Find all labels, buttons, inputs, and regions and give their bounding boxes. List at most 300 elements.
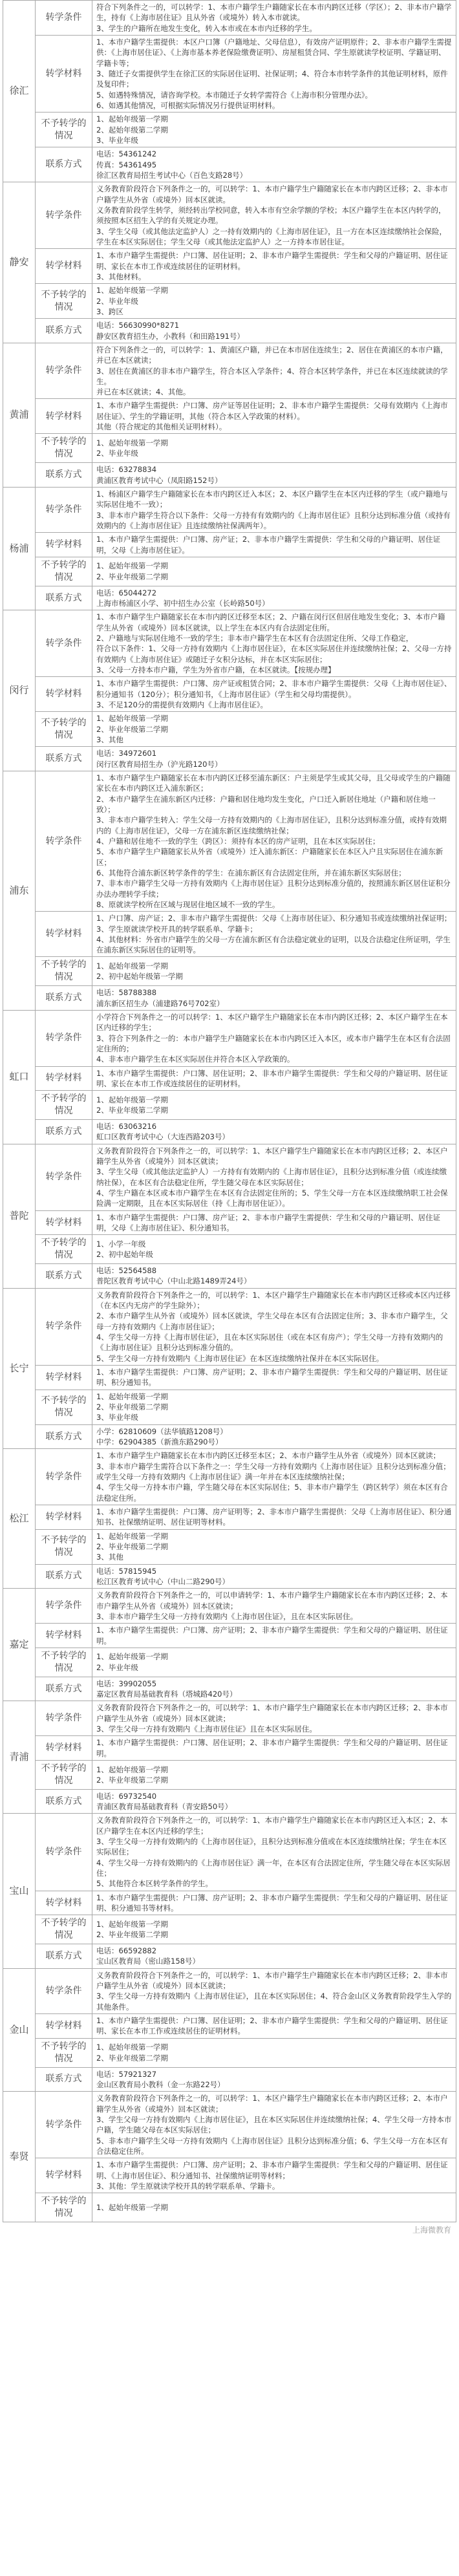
category-content — [92, 1789, 456, 1814]
category-content — [92, 1814, 456, 1891]
category-label: 转学材料 — [36, 1066, 92, 1091]
category-content — [92, 1677, 456, 1701]
content-line: 传真：54361495 — [96, 160, 157, 169]
content-line: 闵行区教育局招生办（沪光路120号） — [96, 759, 222, 769]
category-label: 联系方式 — [36, 1264, 92, 1289]
category-content — [92, 2014, 456, 2039]
category-label: 转学材料 — [36, 1505, 92, 1529]
district-name: 杨浦 — [3, 487, 36, 610]
content-line: 义务教育阶段符合下列条件之一的，可以转学：1、本市户籍学生户籍随家长在本市内跨区迁移；2、非本市户籍学生从外省（或境外）回本区就读。 — [96, 184, 448, 204]
content-line: 浦东新区招生办（浦建路76号702室） — [96, 998, 224, 1008]
content-line: 3、学生的户籍所在地发生变化，转入本市或在本市内迁移的学生。 — [96, 23, 317, 33]
table-row — [3, 1891, 456, 1915]
content-line: 电话：54361242 — [96, 149, 157, 159]
district-name: 松江 — [3, 1449, 36, 1589]
content-line: 嘉定区教育局基础教育科（塔城路420号） — [96, 1690, 237, 1699]
content-line: 3、学生原就读学校开具的转学联系单、学籍卡； — [96, 924, 257, 934]
category-label: 转学条件 — [36, 1814, 92, 1891]
table-row — [3, 399, 456, 434]
category-content — [92, 1210, 456, 1235]
category-label: 不予转学的情况 — [36, 1648, 92, 1677]
table-body — [3, 1, 456, 2222]
content-line: 1、本市户籍学生需提供：户口簿、房产证明；2、非本市户籍学生需提供：学生和父母的户籍证明、居住证明、积分通知书等材料。 — [96, 1893, 448, 1913]
content-line: 电话：65044272 — [96, 588, 157, 597]
content-line: 上海市杨浦区小学、初中招生办公室（长岭路50号） — [96, 598, 270, 608]
content-line: 1、本市户籍学生需提供：户口簿、居住证明；2、非本市户籍学生需提供：学生和父母的户籍证明、居住证明、家长在本市工作或连续居住的证明材料。 — [96, 1068, 448, 1088]
table-row — [3, 2038, 456, 2067]
category-label: 转学条件 — [36, 487, 92, 532]
table-row — [3, 610, 456, 677]
content-line: 1、起始年级第一学期 — [96, 714, 168, 724]
table-row — [3, 912, 456, 957]
content-line: 1、本市户籍学生需提供：户口簿、房产证；2、非本市户籍学生需提供：学生和父母的户籍证明、居住证明，父母《上海市居住证》。 — [96, 535, 441, 555]
content-line: 义务教育阶段符合下列条件之一的，可以申请转学：1、本市户籍学生户籍随家长在本市内跨区迁移；2、本市户籍学生从外省（或境外）回本区就读； — [96, 1591, 448, 1611]
category-label: 转学材料 — [36, 1624, 92, 1648]
category-label: 转学材料 — [36, 1366, 92, 1390]
table-row — [3, 1589, 456, 1624]
table-row — [3, 747, 456, 771]
content-line: 1、本市户籍学生户籍随家长在本市内跨区迁移至本区；2、户籍在闵行区但居住地发生变化；3、本市户籍学生从外省（或境外）回本区就读，以上学生在本区内有合法固定住所。 — [96, 612, 445, 632]
table-row — [3, 1366, 456, 1390]
content-line: 电话：63063216 — [96, 1122, 157, 1131]
content-line: 2、毕业年级第二学期 — [96, 1106, 168, 1115]
category-label: 不予转学的情况 — [36, 1915, 92, 1944]
content-line: 义务教育阶段符合下列条件之一的，可以转学：1、本区户籍学生户籍随家长在本市内跨区迁移；2、本市户籍学生从外省（或境外）回本区就读； — [96, 2094, 448, 2114]
category-content — [92, 1091, 456, 1120]
category-content — [92, 1529, 456, 1564]
category-label: 不予转学的情况 — [36, 113, 92, 147]
category-label: 转学条件 — [36, 182, 92, 249]
category-content — [92, 1144, 456, 1210]
category-label: 联系方式 — [36, 747, 92, 771]
content-line: 2、起始年级第二学期 — [96, 125, 168, 134]
table-row — [3, 533, 456, 557]
content-line: 4、非本市户籍学生在本区实际居住并符合本区入学政策的。 — [96, 1055, 295, 1064]
category-label: 转学条件 — [36, 1968, 92, 2013]
category-content — [92, 1235, 456, 1264]
table-row — [3, 35, 456, 112]
category-content — [92, 1505, 456, 1529]
category-label: 不予转学的情况 — [36, 712, 92, 747]
table-row — [3, 986, 456, 1011]
content-line: 3、符合下列条件之一的：本市户籍学生户籍随家长在本市内跨区迁入本区，或本市户籍学生在本区有合法固定住所的； — [96, 1033, 451, 1053]
content-line: 1、起始年级第一学期 — [96, 961, 168, 971]
content-line: 2、毕业年级 — [96, 449, 138, 458]
content-line: 普陀区教育考试中心（中山北路1489弄24号） — [96, 1276, 251, 1286]
table-row — [3, 1010, 456, 1066]
content-line: 1、本市户籍学生需提供：户口簿、房产证明；2、非本市户籍学生需提供：学生和父母的户籍证明、居住证明。 — [96, 1626, 448, 1646]
table-row — [3, 1529, 456, 1564]
district-name: 徐汇 — [3, 1, 36, 182]
category-content — [92, 1760, 456, 1789]
table-row — [3, 1624, 456, 1648]
district-name: 青浦 — [3, 1701, 36, 1814]
table-row — [3, 1564, 456, 1589]
category-content — [92, 1648, 456, 1677]
content-line: 3、不足120分的需提供有效期内《上海市居住证》。 — [96, 700, 268, 709]
content-line: 1、本市户籍学生需提供：户口簿、房产证明；2、非本市户籍学生需提供：学生和父母的户籍证明、居住证明、积分通知书。 — [96, 1368, 448, 1388]
content-line: 3、居住在黄浦区的非本市户籍学生，符合本区入学条件；4、符合本区转学条件，并已在本区连续就读的学生。 — [96, 366, 448, 386]
content-line: 8、原就读学校所在区域与现居住地区域不一致的学生。 — [96, 899, 280, 909]
content-line: 1、起始年级第一学期 — [96, 1531, 168, 1541]
table-row — [3, 284, 456, 319]
content-line: 3、学生父母一方持有效期内《上海市居住证》且在本区实际居住。 — [96, 1724, 317, 1733]
content-line: 宝山区教育局（密山路158号） — [96, 1957, 200, 1966]
category-label: 转学材料 — [36, 2158, 92, 2193]
district-name: 普陀 — [3, 1144, 36, 1288]
category-content — [92, 399, 456, 434]
table-row — [3, 1066, 456, 1091]
category-content — [92, 1390, 456, 1424]
content-line: 3、其他：学生原就读学校开具的转学联系单、学籍卡。 — [96, 2181, 280, 2191]
content-line: 1、本市户籍学生需提供：户口簿、居住证明；2、非本市户籍学生需提供：学生和父母的户籍证明、居住证明、家长在本市工作或连续居住的证明材料。 — [96, 251, 448, 271]
content-line: 2、毕业年级第二学期 — [96, 1775, 168, 1785]
content-line: 3、父母一方持本市户籍，学生为外省市户籍，在本区就读。【按规办理】 — [96, 665, 336, 674]
table-row — [3, 1424, 456, 1449]
content-line: 符合下列条件之一的，可以转学：1、黄浦区户籍，并已在本市居住连续生；2、居住在黄浦区的本市户籍，并已在本区就读； — [96, 345, 448, 365]
table-row — [3, 113, 456, 147]
table-row — [3, 1, 456, 36]
content-line: 1、本市户籍学生需提供：户口簿、居住证明；2、非本市户籍学生需提供：学生和父母的户籍证明、居住证明、家长在本市工作或连续居住的证明材料。 — [96, 2016, 448, 2036]
category-content — [92, 2038, 456, 2067]
table-row — [3, 957, 456, 986]
table-row — [3, 1505, 456, 1529]
category-content — [92, 957, 456, 986]
category-label: 不予转学的情况 — [36, 1235, 92, 1264]
table-row — [3, 147, 456, 182]
category-content — [92, 610, 456, 677]
category-content — [92, 586, 456, 610]
category-content — [92, 2067, 456, 2092]
category-label: 联系方式 — [36, 319, 92, 343]
category-content — [92, 113, 456, 147]
content-line: 4、学生户籍在本区或本市户籍学生在本区有合法固定住所的；5、学生父母一方在本区连续缴纳职工社会保险满一定期限，且在本区实际居住（持《上海市居住证》）。 — [96, 1188, 448, 1208]
category-content — [92, 533, 456, 557]
content-line: 2、本市户籍学生在浦东新区内迁移：户籍和居住地均发生变化，户口迁入新居住地址（户籍和居住地一致）； — [96, 794, 436, 814]
category-label: 转学材料 — [36, 1891, 92, 1915]
content-line: 1、本市户籍学生需提供：户口簿、房产证；2、非本市户籍学生需提供：学生和父母的户籍证明、居住证明，父母《上海市居住证》、积分通知书。 — [96, 1212, 441, 1232]
content-line: 3、其他材料。 — [96, 272, 146, 281]
table-row — [3, 1789, 456, 1814]
content-line: 1、本市户籍学生需提供：户口簿、房产证等居住证明；2、非本市户籍学生需提供：父母有效期内《上海市居住证》、学生的学籍证明，其他（符合本区入学政策的材料）。 — [96, 401, 448, 421]
category-label: 不予转学的情况 — [36, 1529, 92, 1564]
category-content — [92, 1066, 456, 1091]
table-row — [3, 1120, 456, 1144]
category-label: 不予转学的情况 — [36, 1760, 92, 1789]
category-content — [92, 2092, 456, 2158]
content-line: 3、非本市户籍学生转入：学生父母一方持有效期内的《上海市居住证》，且积分达到标准分值，或持有效期内的《上海市居住证》，父母一方在浦东新区连续缴纳社保； — [96, 815, 447, 835]
category-content — [92, 1589, 456, 1624]
content-line: 电话：66592882 — [96, 1946, 157, 1956]
content-line: 1、起始年级第一学期 — [96, 438, 168, 448]
category-content — [92, 1701, 456, 1736]
content-line: 1、起始年级第一学期 — [96, 2202, 168, 2212]
table-row — [3, 1264, 456, 1289]
content-line: 1、小学一年级 — [96, 1239, 146, 1249]
content-line: 2、初中起始年级 — [96, 1250, 153, 1260]
category-label: 转学材料 — [36, 533, 92, 557]
category-label: 联系方式 — [36, 1564, 92, 1589]
content-line: 义务教育阶段符合下列条件之一的，可以转学：1、本区户籍学生户籍随家长在本市内跨区迁移或本区内迁移（在本区内无房产的学生除外）； — [96, 1290, 451, 1311]
category-label: 联系方式 — [36, 1944, 92, 1969]
category-content — [92, 677, 456, 712]
category-label: 转学条件 — [36, 343, 92, 399]
content-line: 1、本市户籍学生需提供：户口簿、房产证明等；2、非本市户籍学生需提供：父母《上海市居住证》、积分通知书、社保缴纳证明、居住证明等材料。 — [96, 1507, 452, 1527]
category-content — [92, 1120, 456, 1144]
table-row — [3, 463, 456, 488]
table-row — [3, 319, 456, 343]
content-line: 电话：52564588 — [96, 1266, 157, 1276]
content-line: 静安区教育招生办，小教科（和田路191号） — [96, 331, 244, 341]
table-row — [3, 2193, 456, 2222]
category-content — [92, 1366, 456, 1390]
content-line: 义务教育阶段学生转学，须经转出学校同意，转入本市有空余学额的学校；本区户籍学生在本区内转学的，须按照本区招生入学的有关规定办理。 — [96, 205, 446, 226]
content-line: 徐汇区教育局招生考试中心（百色支路28号） — [96, 170, 248, 180]
category-label: 不予转学的情况 — [36, 2193, 92, 2222]
content-line: 7、非本市户籍学生父母一方持有效期内《上海市居住证》且积分达到标准分值的，按照浦东新区居住证积分办法办理转学手续； — [96, 879, 451, 899]
content-line: 3、学生父母一方持有效期内《上海市居住证》，且在本区实际居住并连续缴纳社保；4、学生父母一方持本市户籍，学生随父母在本区实际居住； — [96, 2114, 452, 2135]
category-label: 不予转学的情况 — [36, 2038, 92, 2067]
content-line: 2、本市户籍学生从外省（或境外）回本区就读，学生父母在本区有合法固定住所；3、非本市户籍学生，父母一方持有效期内《上海市居住证》； — [96, 1311, 448, 1331]
content-line: 2、毕业年级第二学期 — [96, 1930, 168, 1940]
content-line: 3、跨区 — [96, 306, 123, 316]
content-line: 符合下列条件之一的，可以转学：1、本市户籍学生户籍随家长在本市内跨区迁移（学区）；2、非本市户籍学生，持有《上海市居住证》且从外省（或境外）转入本市就读。 — [96, 3, 452, 23]
content-line: 义务教育阶段符合下列条件之一的，可以转学：1、本市户籍学生户籍随家长在本市内跨区迁入本区；2、本区户籍学生在本区内迁移的学生； — [96, 1816, 448, 1836]
category-label: 联系方式 — [36, 2067, 92, 2092]
content-line: 1、本市户籍学生户籍随家长在本市内跨区迁移至本区；2、本市户籍学生从外省（或境外）回本区就读； — [96, 1451, 441, 1461]
table-row — [3, 1210, 456, 1235]
category-label: 联系方式 — [36, 986, 92, 1011]
category-content — [92, 1915, 456, 1944]
category-content — [92, 1944, 456, 1969]
table-row — [3, 1449, 456, 1505]
category-content — [92, 1736, 456, 1761]
table-row — [3, 1235, 456, 1264]
category-content — [92, 1264, 456, 1289]
content-line: 3、其他 — [96, 1552, 123, 1562]
category-label: 转学条件 — [36, 1010, 92, 1066]
category-content — [92, 284, 456, 319]
table-row — [3, 1944, 456, 1969]
category-label: 不予转学的情况 — [36, 434, 92, 463]
table-row — [3, 487, 456, 532]
content-line: 义务教育阶段符合下列条件之一的，可以转学：1、本区户籍学生户籍随家长在本市内跨区迁移；2、本区户籍学生从外省（或境外）回本区就读； — [96, 1146, 448, 1166]
category-content — [92, 2158, 456, 2193]
category-content — [92, 1564, 456, 1589]
content-line: 青浦区教育局基础教育科（青安路50号） — [96, 1802, 233, 1812]
category-content — [92, 1968, 456, 2013]
table-row — [3, 586, 456, 610]
table-row — [3, 1648, 456, 1677]
content-line: 1、本市户籍学生需提供：户口簿、居住证明；2、非本市户籍学生需提供：学生和父母的户籍证明、居住证明。 — [96, 1738, 448, 1758]
content-line: 电话：69732540 — [96, 1791, 157, 1801]
content-line: 1、起始年级第一学期 — [96, 2043, 168, 2052]
table-row — [3, 1390, 456, 1424]
content-line: 2、毕业年级第二学期 — [96, 572, 168, 581]
category-label: 不予转学的情况 — [36, 1390, 92, 1424]
category-content — [92, 986, 456, 1011]
category-content — [92, 1424, 456, 1449]
table-row — [3, 249, 456, 284]
content-line: 2、毕业年级 — [96, 296, 138, 306]
category-label: 联系方式 — [36, 1789, 92, 1814]
table-row — [3, 182, 456, 249]
content-line: 3、学生父母一方持有效期内《上海市居住证》，且在本区实际居住；4、符合金山区义务教育阶段学生入学的其他条件。 — [96, 1991, 452, 2012]
district-name: 闵行 — [3, 610, 36, 771]
district-name: 静安 — [3, 182, 36, 343]
category-label: 转学条件 — [36, 1449, 92, 1505]
table-row — [3, 712, 456, 747]
content-line: 义务教育阶段符合下列条件之一的，可以转学：1、本市户籍学生户籍随家长在本市内跨区迁移；2、非本市户籍学生从外省（或境外）回本区就读； — [96, 1970, 448, 1991]
content-line: 1、户口簿、房产证；2、非本市户籍学生需提供：父母《上海市居住证》、积分通知书或连续缴纳社保证明； — [96, 914, 452, 923]
table-row — [3, 2067, 456, 2092]
content-line: 5、非本市户籍学生父母一方持有效期内《上海市居住证》且积分达到标准分值；6、学生父母一方在本区有合法稳定住所。 — [96, 2136, 448, 2156]
content-line: 5、其他符合本区转学条件的学生。 — [96, 1879, 213, 1889]
category-content — [92, 434, 456, 463]
content-line: 2、毕业年级 — [96, 1662, 138, 1672]
category-content — [92, 35, 456, 112]
content-line: 6、其他符合浦东新区转学条件的学生：在浦东新区有合法固定住所，并在浦东新区实际居住； — [96, 868, 406, 877]
category-content — [92, 712, 456, 747]
content-line: 2、毕业年级第二学期 — [96, 1402, 168, 1411]
content-line: 2、户籍地与实际居住地不一致的学生；非本市户籍学生在本区有合法固定住所、父母工作稳定， — [96, 633, 414, 643]
category-label: 联系方式 — [36, 586, 92, 610]
content-line: 电话：58788388 — [96, 988, 157, 998]
category-label: 转学条件 — [36, 610, 92, 677]
table-row — [3, 557, 456, 586]
content-line: 3、学生父母（或其他法定监护人）之一持有效期内的《上海市居住证》，且一方在本区连续缴纳社会保险，学生在本区实际居住；学生父母（或其他法定监护人）之一方持本市居住证。 — [96, 226, 447, 246]
content-line: 义务教育阶段符合下列条件之一的，可以转学：1、本市户籍学生户籍随家长在本市内跨区迁移；2、非本市户籍学生从外省（或境外）回本区就读； — [96, 1703, 448, 1723]
category-label: 转学条件 — [36, 771, 92, 911]
category-label: 转学材料 — [36, 399, 92, 434]
category-label: 转学条件 — [36, 1288, 92, 1365]
table-row — [3, 1288, 456, 1365]
content-line: 符合以下条件：1、父母一方持有效期内《上海市居住证》，在本区实际居住并连续缴纳社保；2、父母一方持有效期内《上海市居住证》或随迁子女积分达标，并在本区实际居住； — [96, 644, 452, 664]
category-content — [92, 2193, 456, 2222]
content-line: 电话：39902055 — [96, 1679, 157, 1688]
district-name: 宝山 — [3, 1814, 36, 1968]
category-label: 不予转学的情况 — [36, 284, 92, 319]
transfer-policy-table — [3, 0, 456, 2222]
district-name: 嘉定 — [3, 1589, 36, 1701]
content-line: 电话：57921327 — [96, 2069, 157, 2079]
category-content — [92, 1891, 456, 1915]
category-content — [92, 182, 456, 249]
content-line: 3、非本市户籍学生父母一方持有效期内《上海市居住证》，且在本区实际居住。 — [96, 1611, 358, 1621]
content-line: 4、学生父母一方持本市户籍，学生随父母在本区实际居住；5、非本市户籍学生（跨区转学）须在本区有合法稳定住所。 — [96, 1483, 448, 1503]
category-content — [92, 319, 456, 343]
district-name: 浦东 — [3, 771, 36, 1010]
table-row — [3, 2158, 456, 2193]
category-content — [92, 912, 456, 957]
district-name: 黄浦 — [3, 343, 36, 487]
table-row — [3, 2092, 456, 2158]
content-line: 1、本市户籍学生户籍随家长在本市内跨区迁移至浦东新区：户主须是学生或其父母，且父母或学生的户籍随家长在本市内跨区迁入浦东新区； — [96, 773, 451, 793]
category-label: 转学条件 — [36, 1144, 92, 1210]
category-content — [92, 771, 456, 911]
content-line: 3、毕业年级 — [96, 1413, 138, 1422]
category-content — [92, 1449, 456, 1505]
category-content — [92, 1624, 456, 1648]
table-row — [3, 771, 456, 911]
table-row — [3, 1736, 456, 1761]
category-label: 联系方式 — [36, 463, 92, 488]
category-label: 联系方式 — [36, 1677, 92, 1701]
category-label: 转学条件 — [36, 2092, 92, 2158]
content-line: 6、如遇其他情况，可根据实际情况另行提供证明材料。 — [96, 100, 280, 110]
content-line: 1、本市户籍学生需提供：户口簿、房产证或租赁合同；2、非本市户籍学生需提供：父母《上海市居住证》、积分通知书（120分）；积分通知书，《上海市居住证》（学生和父母均需提供）。 — [96, 679, 452, 699]
category-content — [92, 249, 456, 284]
content-line: 3、其他 — [96, 735, 123, 744]
district-name: 虹口 — [3, 1010, 36, 1144]
table-row — [3, 677, 456, 712]
content-line: 1、起始年级第一学期 — [96, 1765, 168, 1774]
content-line: 1、起始年级第一学期 — [96, 1391, 168, 1401]
category-label: 转学条件 — [36, 1, 92, 36]
content-line: 1、起始年级第一学期 — [96, 1919, 168, 1929]
table-row — [3, 1814, 456, 1891]
table-row — [3, 343, 456, 399]
district-name: 金山 — [3, 1968, 36, 2091]
content-line: 2、毕业年级第二学期 — [96, 724, 168, 734]
category-content — [92, 1, 456, 36]
content-line: 3、非本市户籍学生符合以下条件：父母一方持有有效期内的《上海市居住证》且积分达到标准分值（或持有效期内的《上海市居住证》且连续缴纳社保满两年）。 — [96, 510, 451, 530]
content-line: 5、本市户籍学生户籍随家长从外省（或境外）迁入浦东新区：户籍随家长在本区入户且实际居住在浦东新区； — [96, 847, 443, 867]
content-line: 5、如遇特殊情况，请咨询学校。本市随迁子女转学需符合《上海市积分管理办法》。 — [96, 90, 373, 100]
category-label: 转学材料 — [36, 912, 92, 957]
category-label: 联系方式 — [36, 1424, 92, 1449]
content-line: 1、起始年级第一学期 — [96, 114, 168, 124]
category-label: 转学材料 — [36, 2014, 92, 2039]
content-line: 电话：56630990*8271 — [96, 321, 180, 330]
table-row — [3, 434, 456, 463]
category-content — [92, 1288, 456, 1365]
content-line: 3、学生父母一方持有效期内的《上海市居住证》，且积分达到标准分值或在本区连续缴纳社保；学生在本区实际居住； — [96, 1837, 447, 1857]
content-line: 3、学生父母（或其他法定监护人）一方持有有效期内的《上海市居住证》，且积分达到标准分值（或连续缴纳社保），在本区有合法稳定住所，学生随父母在本区实际居住； — [96, 1167, 447, 1187]
content-line: 松江区教育考试中心（中山二路290号） — [96, 1576, 230, 1586]
content-line: 4、学生父母一方持有效期内的《上海市居住证》满一年，在本区有合法固定住所，学生随父母在本区实际居住； — [96, 1858, 451, 1878]
table-row — [3, 1701, 456, 1736]
content-line: 3、非本市户籍学生需符合以下条件之一：学生父母一方持有效期内《上海市居住证》且积分达到标准分值；或学生父母一方持有效期内《上海市居住证》满一年并在本区连续缴纳社保； — [96, 1461, 451, 1481]
table-row — [3, 1144, 456, 1210]
category-label: 转学材料 — [36, 677, 92, 712]
content-line: 小学符合下列条件之一的可以转学：1、本区户籍学生户籍随家长在本市内跨区迁移；2、本区户籍学生在本区内迁移的学生； — [96, 1012, 448, 1033]
content-line: 金山区教育局小教科（金一东路22号） — [96, 2079, 225, 2089]
content-line: 1、杨浦区户籍学生户籍随家长在本市内跨区迁入本区；2、本区户籍学生在本区内迁移的学生（或户籍地与实际居住地不一致）； — [96, 489, 448, 510]
table-row — [3, 1677, 456, 1701]
category-content — [92, 1010, 456, 1066]
content-line: 2、毕业年级第二学期 — [96, 2053, 168, 2063]
content-line: 5、学生父母一方持有效期内《上海市居住证》在本区连续缴纳社保并在本区实际居住。 — [96, 1353, 384, 1363]
district-name: 长宁 — [3, 1288, 36, 1449]
content-line: 4、户籍和居住地不一致的学生（跨区）：须持有本区的房产证明，且在本区实际居住； — [96, 836, 380, 846]
category-label: 联系方式 — [36, 1120, 92, 1144]
content-line: 1、起始年级第一学期 — [96, 1652, 168, 1662]
content-line: 小学：62810609（法华镇路1208号） — [96, 1426, 228, 1436]
category-label: 转学材料 — [36, 1210, 92, 1235]
content-line: 黄浦区教育考试中心（凤阳路152号） — [96, 475, 222, 485]
category-content — [92, 557, 456, 586]
content-line: 并已在本区就读；4、其他。 — [96, 387, 191, 397]
content-line: 电话：34972601 — [96, 749, 157, 758]
table-row — [3, 1760, 456, 1789]
category-content — [92, 463, 456, 488]
content-line: 4、学生父母一方持《上海市居住证》，且在本区实际居住（或在本区有房产）；学生父母一方持有效期内的《上海市居住证》且积分达到标准分值的。 — [96, 1333, 443, 1353]
content-line: 中学：62904385（新渔东路290号） — [96, 1437, 223, 1446]
content-line: 1、起始年级第一学期 — [96, 1095, 168, 1104]
content-line: 3、毕业年级 — [96, 135, 138, 145]
district-name: 奉贤 — [3, 2092, 36, 2222]
